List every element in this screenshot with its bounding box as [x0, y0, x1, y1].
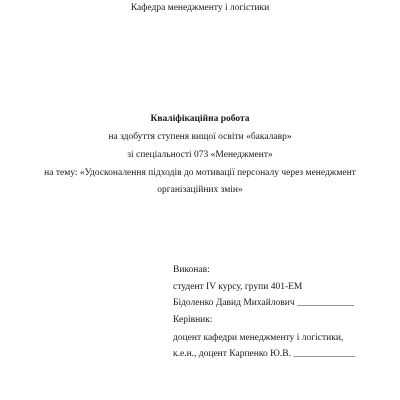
- supervisor-label: Керівник:: [173, 315, 213, 325]
- student-course-group: студент IV курсу, групи 401-ЕМ: [173, 282, 303, 292]
- degree-line: на здобуття ступеня вищої освіти «бакалавр»: [108, 132, 292, 142]
- specialty-line: зі спеціальності 073 «Менеджмент»: [127, 150, 273, 160]
- supervisor-position: доцент кафедри менеджменту і логістики,: [173, 333, 344, 343]
- supervisor-name-signature: к.е.н., доцент Карпенко Ю.В. _____________: [173, 349, 356, 359]
- department-header: Кафедра менеджменту і логістики: [130, 3, 270, 13]
- topic-line-2: організаційних змін»: [157, 185, 243, 195]
- performed-label: Виконав:: [173, 265, 210, 275]
- document-title: Кваліфікаційна робота: [150, 114, 250, 124]
- student-name-signature: Бідоленко Давид Михайлович ____________: [173, 298, 354, 308]
- topic-line-1: на тему: «Удосконалення підходів до мотивації персоналу через менеджмент: [44, 168, 356, 178]
